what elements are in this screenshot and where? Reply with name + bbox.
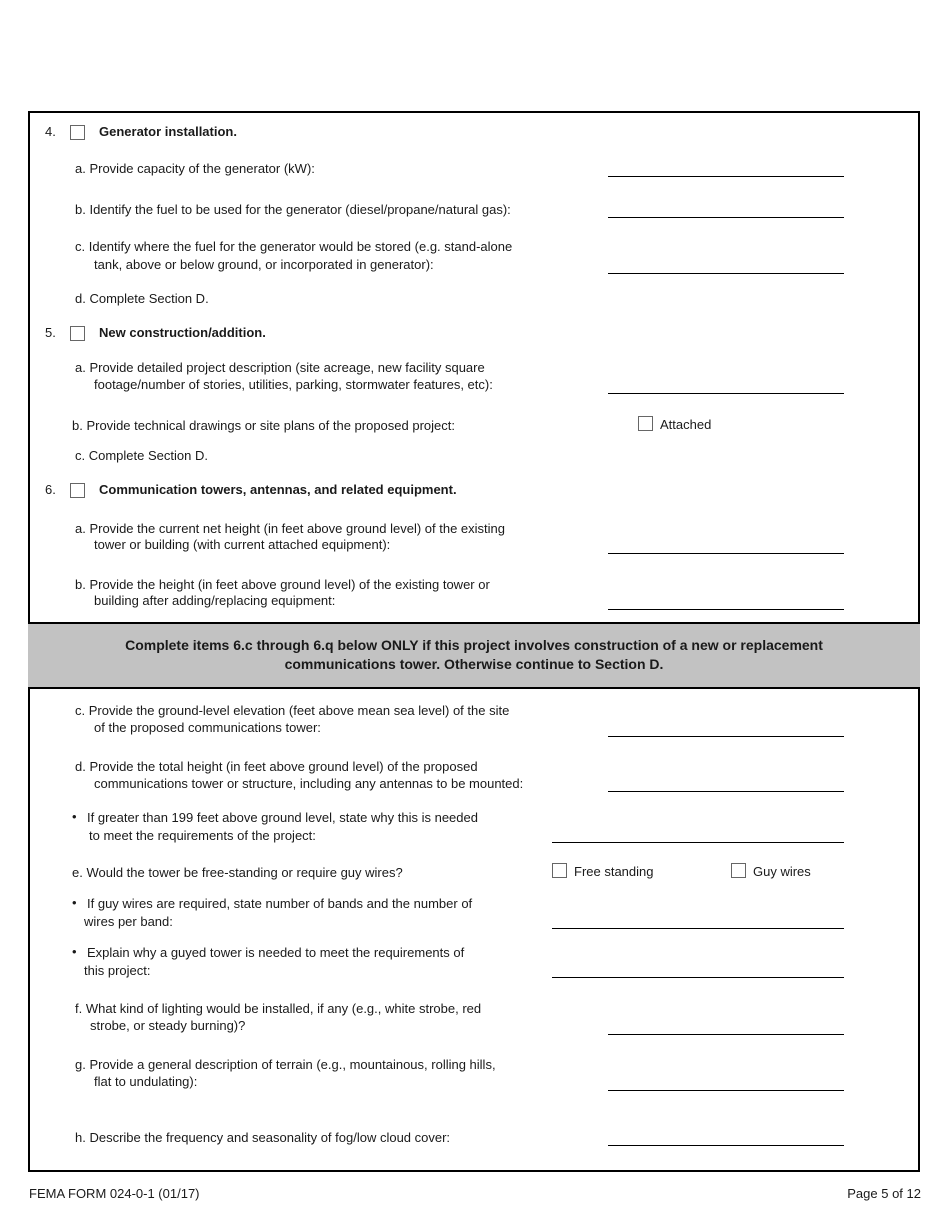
instruction-banner [28,622,920,689]
bullet-marker: • [72,895,77,910]
fog-frequency-field[interactable] [608,1145,844,1146]
free-standing-label: Free standing [574,864,654,879]
bullet-3-label-line2: this project: [84,963,151,978]
item-6h-label: h. Describe the frequency and seasonality of fog/low cloud cover: [75,1130,451,1145]
item-6d-label-line1: d. Provide the total height (in feet above ground level) of the proposed [75,759,478,774]
free-standing-checkbox[interactable] [552,863,567,878]
guy-wire-bands-field[interactable] [552,928,844,929]
item-4c-label-line1: c. Identify where the fuel for the generator would be stored (e.g. stand-alone [75,239,513,254]
page-number: Page 5 of 12 [847,1186,921,1201]
bullet-marker: • [72,944,77,959]
item-4-number: 4. [45,124,56,139]
bullet-marker: • [72,809,77,824]
guy-wires-checkbox[interactable] [731,863,746,878]
height-justification-field[interactable] [552,842,844,843]
new-construction-checkbox[interactable] [70,326,85,341]
form-id: FEMA FORM 024-0-1 (01/17) [29,1186,200,1201]
item-6a-label-line1: a. Provide the current net height (in feet above ground level) of the existing [75,521,505,536]
item-5-title: New construction/addition. [99,325,266,340]
item-6b-label-line1: b. Provide the height (in feet above ground level) of the existing tower or [75,577,490,592]
item-4a-label: a. Provide capacity of the generator (kW): [75,161,315,176]
item-6-title: Communication towers, antennas, and related equipment. [99,482,457,497]
item-6c-label-line2: of the proposed communications tower: [94,720,321,735]
item-5b-label: b. Provide technical drawings or site plans of the proposed project: [72,418,455,433]
bullet-1-label-line1: If greater than 199 feet above ground level, state why this is needed [87,810,478,825]
item-5a-label-line1: a. Provide detailed project description (site acreage, new facility square [75,360,485,375]
item-6e-label: e. Would the tower be free-standing or require guy wires? [72,865,403,880]
item-6c-label-line1: c. Provide the ground-level elevation (feet above mean sea level) of the site [75,703,510,718]
ground-elevation-field[interactable] [608,736,844,737]
attached-checkbox[interactable] [638,416,653,431]
generator-installation-checkbox[interactable] [70,125,85,140]
item-6g-label-line2: flat to undulating): [94,1074,198,1089]
item-6-number: 6. [45,482,56,497]
item-5a-label-line2: footage/number of stories, utilities, parking, stormwater features, etc): [94,377,493,392]
item-5c-label: c. Complete Section D. [75,448,208,463]
banner-line1: Complete items 6.c through 6.q below ONLY if this project involves construction of a new or replacement [125,637,823,653]
item-4b-label: b. Identify the fuel to be used for the generator (diesel/propane/natural gas): [75,202,511,217]
generator-capacity-field[interactable] [608,176,844,177]
project-description-field[interactable] [608,393,844,394]
item-5-number: 5. [45,325,56,340]
item-4-title: Generator installation. [99,124,237,139]
communication-towers-checkbox[interactable] [70,483,85,498]
current-height-field[interactable] [608,553,844,554]
total-height-field[interactable] [608,791,844,792]
guyed-tower-justification-field[interactable] [552,977,844,978]
lighting-field[interactable] [608,1034,844,1035]
fuel-storage-field[interactable] [608,273,844,274]
generator-fuel-field[interactable] [608,217,844,218]
guy-wires-label: Guy wires [753,864,811,879]
banner-line2: communications tower. Otherwise continue to Section D. [284,656,664,672]
item-6d-label-line2: communications tower or structure, including any antennas to be mounted: [94,776,524,791]
bullet-2-label-line1: If guy wires are required, state number of bands and the number of [87,896,473,911]
bullet-1-label-line2: to meet the requirements of the project: [89,828,316,843]
height-after-equipment-field[interactable] [608,609,844,610]
item-6f-label-line1: f. What kind of lighting would be installed, if any (e.g., white strobe, red [75,1001,482,1016]
bullet-3-label-line1: Explain why a guyed tower is needed to meet the requirements of [87,945,465,960]
bullet-2-label-line2: wires per band: [84,914,173,929]
item-4c-label-line2: tank, above or below ground, or incorporated in generator): [94,257,434,272]
terrain-description-field[interactable] [608,1090,844,1091]
item-4d-label: d. Complete Section D. [75,291,209,306]
attached-label: Attached [660,417,712,432]
item-6f-label-line2: strobe, or steady burning)? [90,1018,246,1033]
item-6g-label-line1: g. Provide a general description of terrain (e.g., mountainous, rolling hills, [75,1057,496,1072]
item-6a-label-line2: tower or building (with current attached equipment): [94,537,391,552]
item-6b-label-line2: building after adding/replacing equipment: [94,593,336,608]
